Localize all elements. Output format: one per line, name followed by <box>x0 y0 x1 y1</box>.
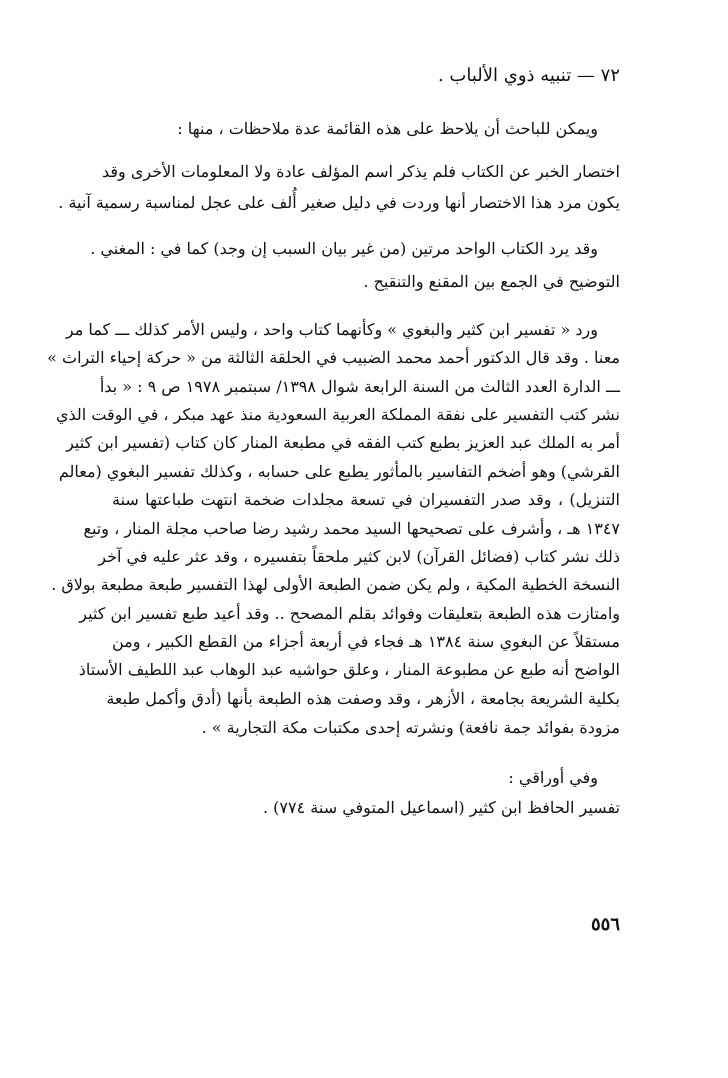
paragraph-3-line-7: التنزيل) ، وقد صدر التفسيران في تسعة مجلدات ضخمة انتهت طباعتها سنة <box>112 490 620 509</box>
paragraph-3-line-3: ـــ الدارة العدد الثالث من السنة الرابعة شوال ١٣٩٨/ سبتمبر ١٩٧٨ ص ٩ : « بدأ <box>99 377 620 396</box>
paragraph-1-line-2: يكون مرد هذا الاختصار أنها وردت في دليل صغير أُلف على عجل لمناسبة رسمية آنية . <box>58 193 620 212</box>
intro-line: ويمكن للباحث أن يلاحظ على هذه القائمة عدة ملاحظات ، منها : <box>177 119 598 138</box>
page-number: ٥٥٦ <box>590 914 620 935</box>
paragraph-3-line-2: معنا . وقد قال الدكتور أحمد محمد الضبيب في الحلقة الثالثة من « حركة إحياء التراث » <box>47 348 620 367</box>
paragraph-3-line-8: ١٣٤٧ هـ ، وأشرف على تصحيحها السيد محمد رشيد رضا صاحب مجلة المنار ، وتبع <box>83 519 620 538</box>
paragraph-3-line-13: الواضح أنه طبع عن مطبوعة المنار ، وعلق حواشيه عبد الوهاب عبد اللطيف الأستاذ <box>78 660 620 679</box>
paragraph-4-line-1: وفي أوراقي : <box>508 768 598 787</box>
paragraph-4-line-2: تفسير الحافظ ابن كثير (اسماعيل المتوفي سنة ٧٧٤) . <box>263 798 620 817</box>
paragraph-3-line-5: أمر به الملك عبد العزيز بطبع كتب الفقه في مطبعة المنار كان كتاب (تفسير ابن كثير <box>66 433 620 452</box>
paragraph-3-line-9: ذلك نشر كتاب (فضائل القرآن) لابن كثير ملحقاً بتفسيره ، وقد عثر عليه في آخر <box>98 547 620 566</box>
running-head: ٧٢ — تنبيه ذوي الألباب . <box>437 65 620 86</box>
paragraph-3-line-15: مزودة بفوائد جمة نافعة) ونشرته إحدى مكتبات مكة التجارية » . <box>201 718 620 737</box>
paragraph-3-line-10: النسخة الخطية المكية ، ولم يكن ضمن الطبعة الأولى لهذا التفسير طبعة مطبعة بولاق . <box>51 575 620 594</box>
paragraph-3-line-4: نشر كتب التفسير على نفقة المملكة العربية السعودية منذ عهد مبكر ، في الوقت الذي <box>56 405 620 424</box>
paragraph-3-line-6: القرشي) وهو أضخم التفاسير بالمأثور يطبع على حسابه ، وكذلك تفسير البغوي (معالم <box>58 462 620 481</box>
paragraph-3-line-12: مستقلاً عن البغوي سنة ١٣٨٤ هـ فجاء في أربعة أجزاء من القطع الكبير ، ومن <box>112 632 620 651</box>
paragraph-3-line-1: ورد « تفسير ابن كثير والبغوي » وكأنهما كتاب واحد ، وليس الأمر كذلك ـــ كما مر <box>65 320 598 339</box>
paragraph-3-line-11: وامتازت هذه الطبعة بتعليقات وفوائد بقلم المصحح .. وقد أعيد طبع تفسير ابن كثير <box>79 604 620 623</box>
paragraph-3-line-14: بكلية الشريعة بجامعة ، الأزهر ، وقد وصفت هذه الطبعة بأنها (أدق وأكمل طبعة <box>106 689 620 708</box>
paragraph-2-line-1: وقد يرد الكتاب الواحد مرتين (من غير بيان السبب إن وجد) كما في : المغني . <box>90 239 598 258</box>
paragraph-1-line-1: اختصار الخبر عن الكتاب فلم يذكر اسم المؤلف عادة ولا المعلومات الأخرى وقد <box>101 162 620 181</box>
paragraph-2-line-2: التوضيح في الجمع بين المقنع والتنقيح . <box>363 272 620 291</box>
